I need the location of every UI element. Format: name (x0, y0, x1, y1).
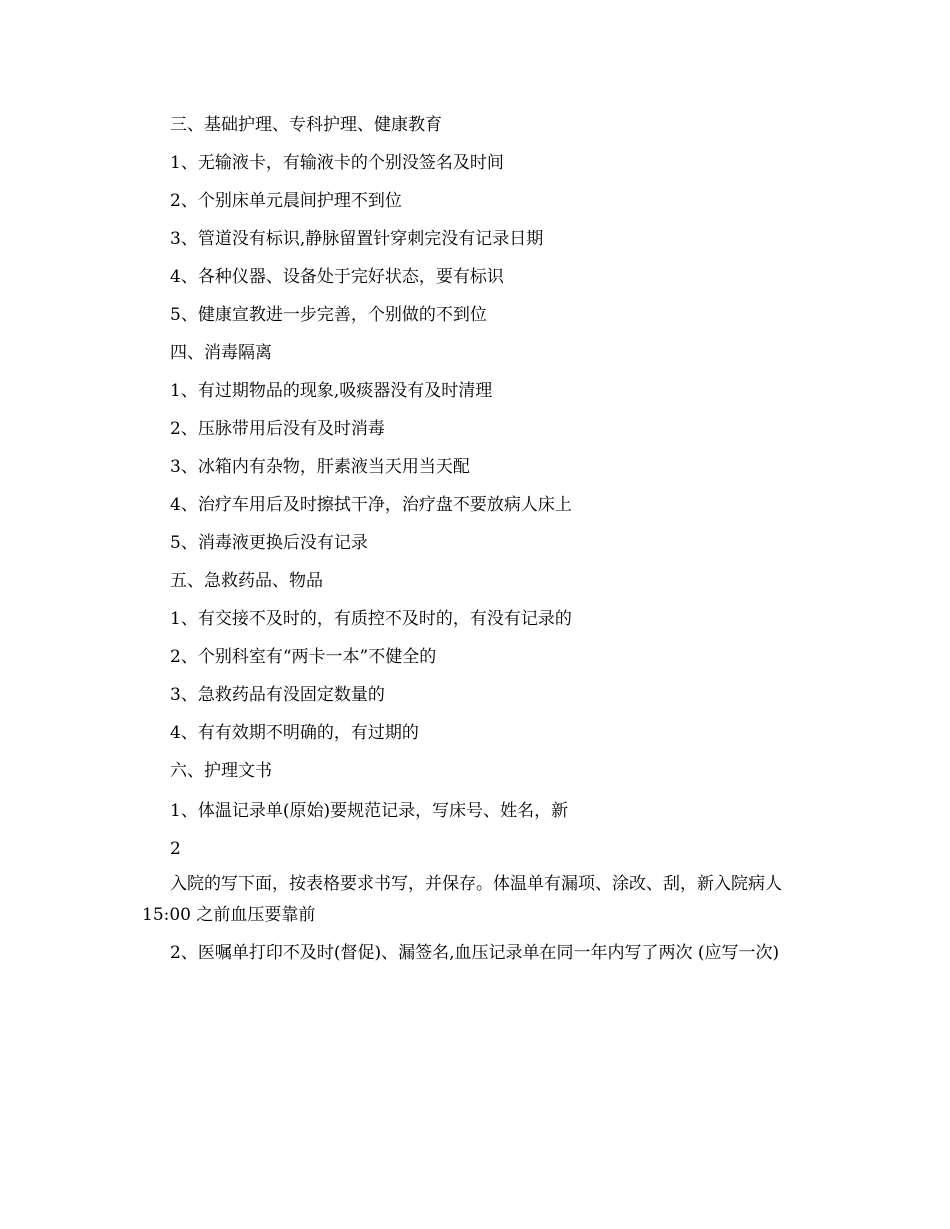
section-heading-basic-nursing: 三、基础护理、专科护理、健康教育 (170, 115, 442, 135)
list-item: 3、管道没有标识,静脉留置针穿刺完没有记录日期 (170, 229, 544, 249)
list-item: 3、冰箱内有杂物，肝素液当天用当天配 (170, 457, 470, 477)
list-item: 4、各种仪器、设备处于完好状态，要有标识 (170, 267, 504, 287)
section-heading-emergency-drugs: 五、急救药品、物品 (170, 571, 323, 591)
list-item: 5、健康宣教进一步完善，个别做的不到位 (170, 305, 487, 325)
paragraph: 2、医嘱单打印不及时(督促)、漏签名,血压记录单在同一年内写了两次 (应写一次) (170, 943, 780, 963)
list-item: 4、有有效期不明确的，有过期的 (170, 723, 419, 743)
list-item: 2、个别科室有“两卡一本”不健全的 (170, 647, 437, 667)
paragraph: 入院的写下面，按表格要求书写，并保存。体温单有漏项、涂改、刮，新入院病人 15:00 之前血压要靠前 (142, 874, 782, 925)
list-item: 3、急救药品有没固定数量的 (170, 685, 385, 705)
list-item: 5、消毒液更换后没有记录 (170, 533, 368, 553)
list-item: 4、治疗车用后及时擦拭干净，治疗盘不要放病人床上 (170, 495, 572, 515)
list-item: 2、个别床单元晨间护理不到位 (170, 191, 402, 211)
page-number: 2 (170, 839, 181, 859)
list-item: 1、无输液卡，有输液卡的个别没签名及时间 (170, 153, 504, 173)
list-item: 2、压脉带用后没有及时消毒 (170, 419, 385, 439)
list-item: 1、有交接不及时的，有质控不及时的，有没有记录的 (170, 609, 572, 629)
section-heading-nursing-documents: 六、护理文书 (170, 761, 272, 781)
section-heading-disinfection: 四、消毒隔离 (170, 343, 272, 363)
list-item: 1、体温记录单(原始)要规范记录，写床号、姓名，新 (170, 801, 569, 821)
list-item: 1、有过期物品的现象,吸痰器没有及时清理 (170, 381, 493, 401)
